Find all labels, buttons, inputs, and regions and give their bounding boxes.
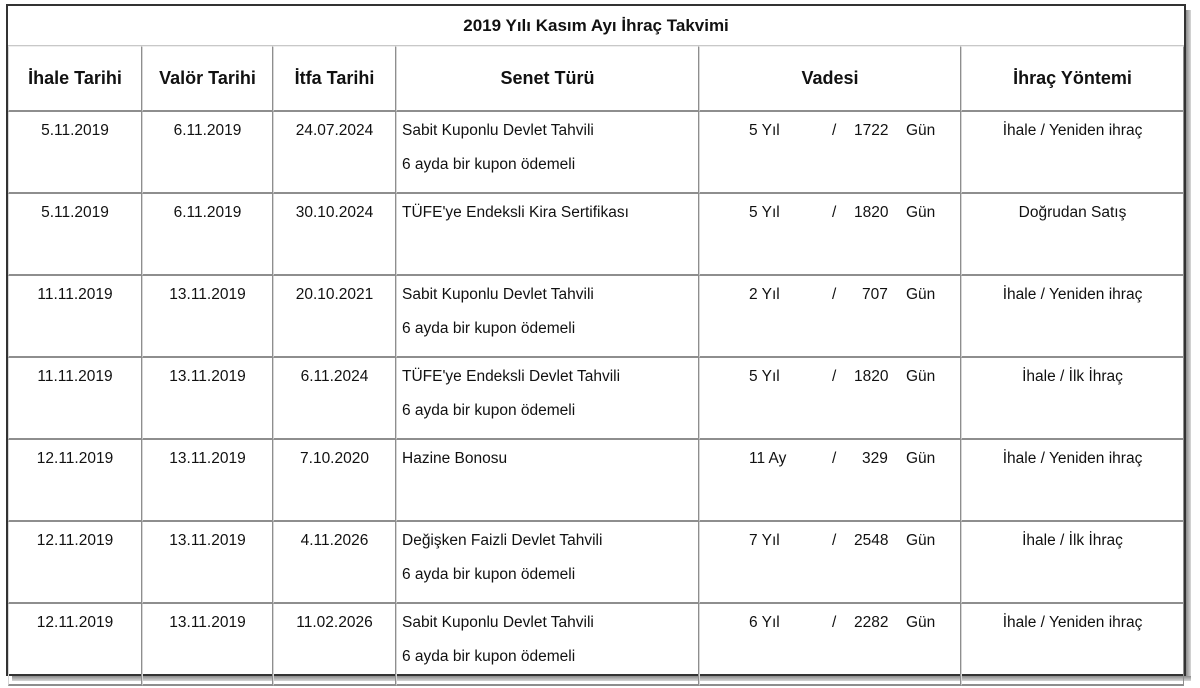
vade-days: 2282 [854,614,889,631]
vade-days: 1820 [854,204,889,221]
vade-separator: / [832,368,837,385]
ihrac-yontemi-cell: İhale / Yeniden ihraç [961,440,1184,522]
ihale-tarihi-cell: 12.11.2019 [8,604,142,686]
vadesi-cell [699,522,961,604]
vade-unit: Gün [906,286,936,303]
vade-separator: / [832,450,837,467]
header-ihrac-yontemi: İhraç Yöntemi [961,46,1184,112]
vade-separator: / [832,614,837,631]
table-row [8,522,1184,604]
vade-days: 329 [862,450,888,467]
calendar-table [8,6,1184,686]
vade-period: 7 Yıl [749,532,780,549]
table-title: 2019 Yılı Kasım Ayı İhraç Takvimi [8,6,1184,46]
senet-turu-cell [396,194,699,276]
vade-days: 1722 [854,122,889,139]
itfa-tarihi-cell: 11.02.2026 [273,604,396,686]
valor-tarihi-cell: 13.11.2019 [142,276,273,358]
vade-unit: Gün [906,450,936,467]
senet-turu-name: Değişken Faizli Devlet Tahvili [402,532,603,549]
table-row [8,112,1184,194]
vade-period: 5 Yıl [749,122,780,139]
senet-turu-name: TÜFE'ye Endeksli Devlet Tahvili [402,368,621,385]
senet-turu-note: 6 ayda bir kupon ödemeli [402,648,576,665]
senet-turu-cell [396,604,699,686]
vade-unit: Gün [906,122,936,139]
vade-unit: Gün [906,368,936,385]
vadesi-cell [699,276,961,358]
vade-period: 6 Yıl [749,614,780,631]
header-senet-turu: Senet Türü [396,46,699,112]
ihale-tarihi-cell: 11.11.2019 [8,276,142,358]
itfa-tarihi-cell: 24.07.2024 [273,112,396,194]
valor-tarihi-cell: 13.11.2019 [142,440,273,522]
vadesi-cell [699,112,961,194]
vade-separator: / [832,204,837,221]
ihrac-yontemi-cell: İhale / İlk İhraç [961,358,1184,440]
header-itfa-tarihi: İtfa Tarihi [273,46,396,112]
table-row [8,604,1184,686]
ihale-tarihi-cell: 5.11.2019 [8,194,142,276]
senet-turu-name: Sabit Kuponlu Devlet Tahvili [402,614,594,631]
itfa-tarihi-cell: 30.10.2024 [273,194,396,276]
ihrac-yontemi-cell: İhale / Yeniden ihraç [961,276,1184,358]
vadesi-cell [699,604,961,686]
ihale-tarihi-cell: 12.11.2019 [8,522,142,604]
ihrac-yontemi-cell: İhale / Yeniden ihraç [961,604,1184,686]
vade-period: 2 Yıl [749,286,780,303]
vade-separator: / [832,286,837,303]
table-row [8,358,1184,440]
vadesi-cell [699,358,961,440]
ihrac-yontemi-cell: Doğrudan Satış [961,194,1184,276]
header-vadesi: Vadesi [699,46,961,112]
itfa-tarihi-cell: 4.11.2026 [273,522,396,604]
itfa-tarihi-cell: 20.10.2021 [273,276,396,358]
senet-turu-cell [396,358,699,440]
senet-turu-name: Hazine Bonosu [402,450,508,467]
ihale-tarihi-cell: 11.11.2019 [8,358,142,440]
itfa-tarihi-cell: 7.10.2020 [273,440,396,522]
ihrac-yontemi-cell: İhale / İlk İhraç [961,522,1184,604]
table-shadow-right [1186,10,1191,678]
senet-turu-cell [396,112,699,194]
table-row [8,194,1184,276]
senet-turu-cell [396,440,699,522]
vade-unit: Gün [906,614,936,631]
vade-unit: Gün [906,532,936,549]
ihale-tarihi-cell: 5.11.2019 [8,112,142,194]
vade-unit: Gün [906,204,936,221]
senet-turu-note: 6 ayda bir kupon ödemeli [402,402,576,419]
vade-period: 5 Yıl [749,204,780,221]
senet-turu-cell [396,276,699,358]
table-row [8,276,1184,358]
vade-period: 11 Ay [749,450,787,467]
senet-turu-name: TÜFE'ye Endeksli Kira Sertifikası [402,204,629,221]
vade-separator: / [832,122,837,139]
valor-tarihi-cell: 6.11.2019 [142,112,273,194]
valor-tarihi-cell: 13.11.2019 [142,358,273,440]
ihale-tarihi-cell: 12.11.2019 [8,440,142,522]
table-row [8,440,1184,522]
valor-tarihi-cell: 13.11.2019 [142,604,273,686]
valor-tarihi-cell: 13.11.2019 [142,522,273,604]
header-valor-tarihi: Valör Tarihi [142,46,273,112]
vadesi-cell [699,194,961,276]
senet-turu-cell [396,522,699,604]
ihrac-yontemi-cell: İhale / Yeniden ihraç [961,112,1184,194]
valor-tarihi-cell: 6.11.2019 [142,194,273,276]
vade-days: 2548 [854,532,889,549]
senet-turu-note: 6 ayda bir kupon ödemeli [402,566,576,583]
vade-days: 707 [862,286,888,303]
vadesi-cell [699,440,961,522]
senet-turu-note: 6 ayda bir kupon ödemeli [402,156,576,173]
vade-separator: / [832,532,837,549]
vade-days: 1820 [854,368,889,385]
vade-period: 5 Yıl [749,368,780,385]
senet-turu-name: Sabit Kuponlu Devlet Tahvili [402,122,594,139]
senet-turu-note: 6 ayda bir kupon ödemeli [402,320,576,337]
itfa-tarihi-cell: 6.11.2024 [273,358,396,440]
issuance-calendar-table [6,4,1186,676]
senet-turu-name: Sabit Kuponlu Devlet Tahvili [402,286,594,303]
header-ihale-tarihi: İhale Tarihi [8,46,142,112]
